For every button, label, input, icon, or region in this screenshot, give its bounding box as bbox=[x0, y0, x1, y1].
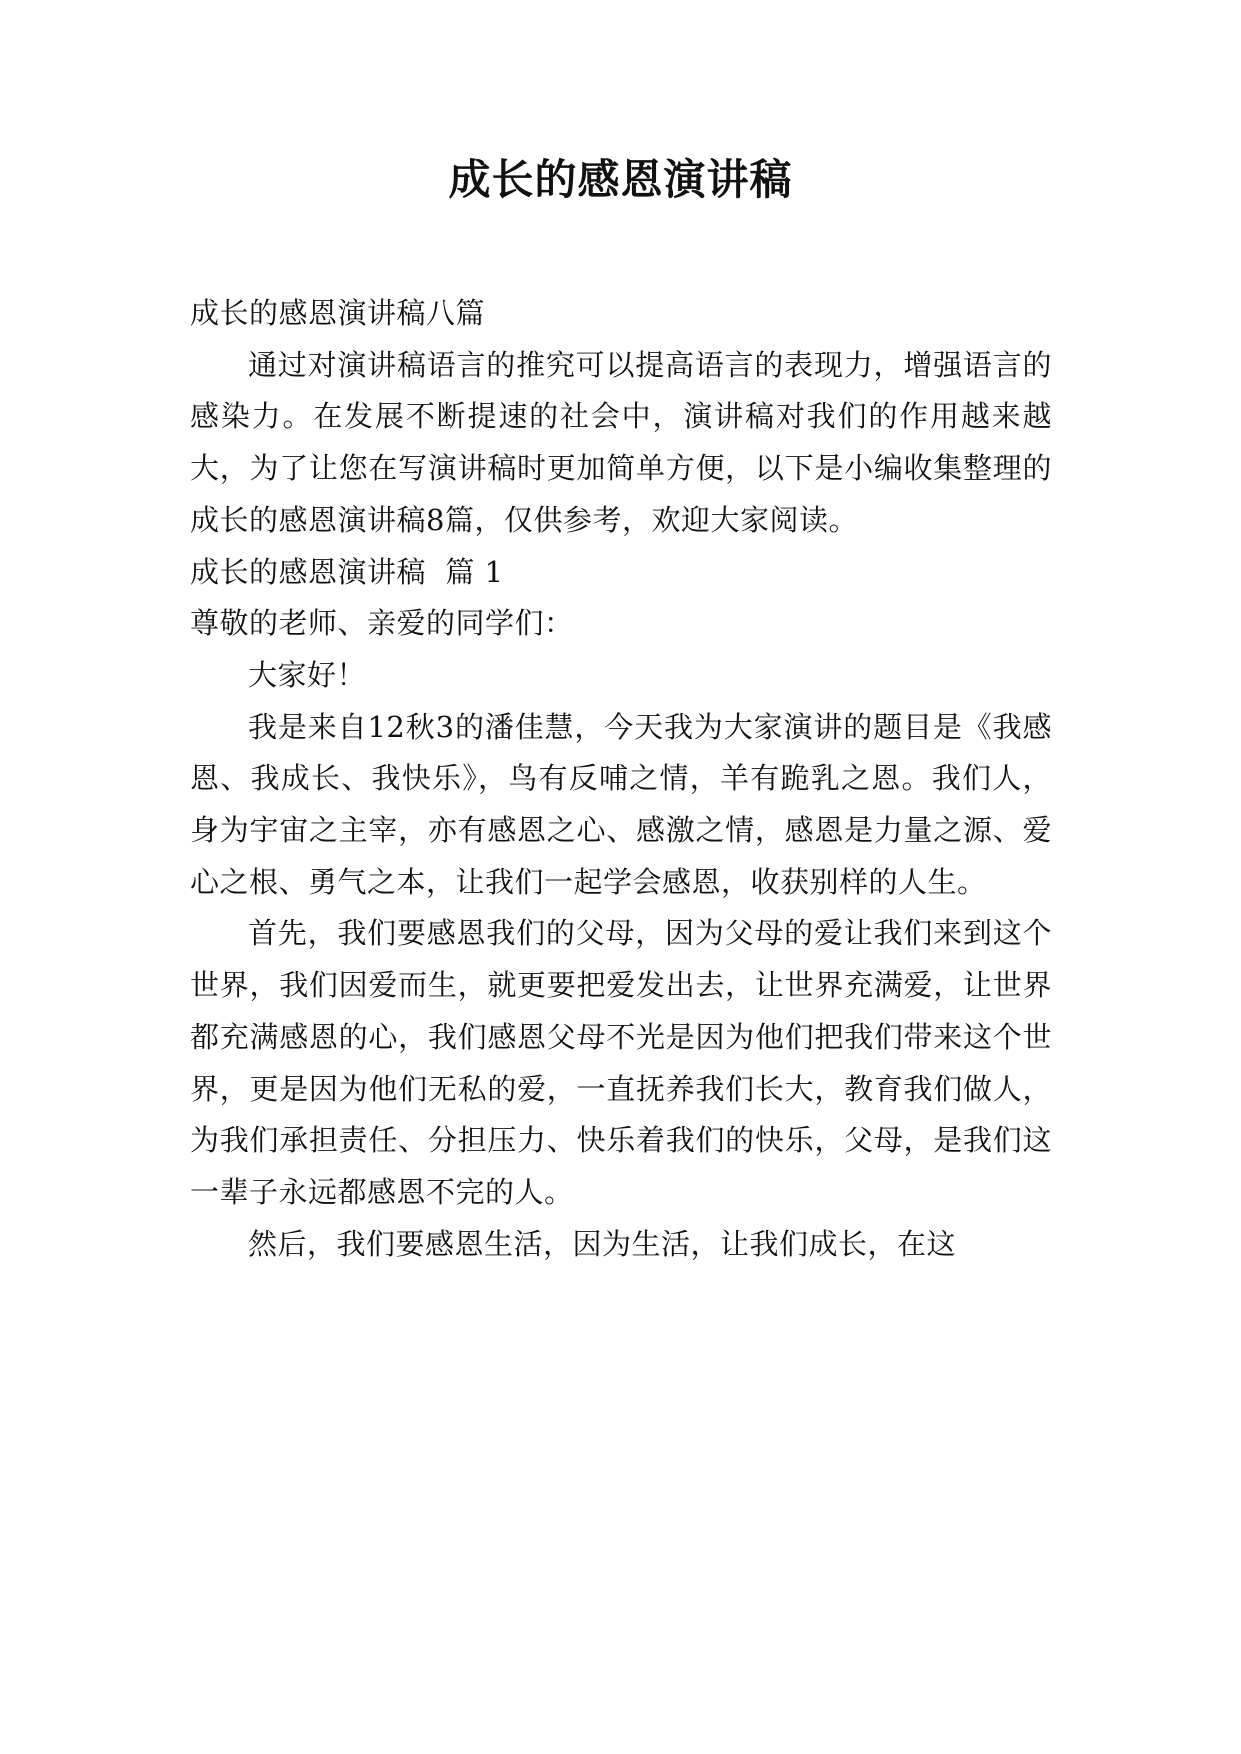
body-paragraph: 我是来自12秋3的潘佳慧，今天我为大家演讲的题目是《我感恩、我成长、我快乐》，鸟有反哺之情，羊有跪乳之恩。我们人，身为宇宙之主宰，亦有感恩之心、感激之情，感恩是力量之源、爱心之根、勇气之本，让我们一起学会感恩，收获别样的人生。 bbox=[190, 709, 1052, 899]
intro-paragraph: 通过对演讲稿语言的推究可以提高语言的表现力，增强语言的感染力。在发展不断提速的社会中，演讲稿对我们的作用越来越大，为了让您在写演讲稿时更加简单方便，以下是小编收集整理的成长的感恩演讲稿8篇，仅供参考，欢迎大家阅读。 bbox=[190, 347, 1052, 537]
body-paragraph: 首先，我们要感恩我们的父母，因为父母的爱让我们来到这个世界，我们因爱而生，就更要把爱发出去，让世界充满爱，让世界都充满感恩的心，我们感恩父母不光是因为他们把我们带来这个世界，更是因为他们无私的爱，一直抚养我们长大，教育我们做人，为我们承担责任、分担压力、快乐着我们的快乐，父母，是我们这一辈子永远都感恩不完的人。 bbox=[190, 916, 1052, 1209]
greeting: 大家好！ bbox=[248, 657, 367, 692]
document-title: 成长的感恩演讲稿 bbox=[448, 155, 793, 204]
body-paragraph: 然后，我们要感恩生活，因为生活，让我们成长，在这 bbox=[248, 1226, 957, 1261]
section-heading: 成长的感恩演讲稿 篇 1 bbox=[190, 554, 504, 589]
salutation: 尊敬的老师、亲爱的同学们： bbox=[190, 606, 574, 641]
document-subtitle: 成长的感恩演讲稿八篇 bbox=[190, 296, 486, 330]
document-body bbox=[190, 288, 1052, 1270]
